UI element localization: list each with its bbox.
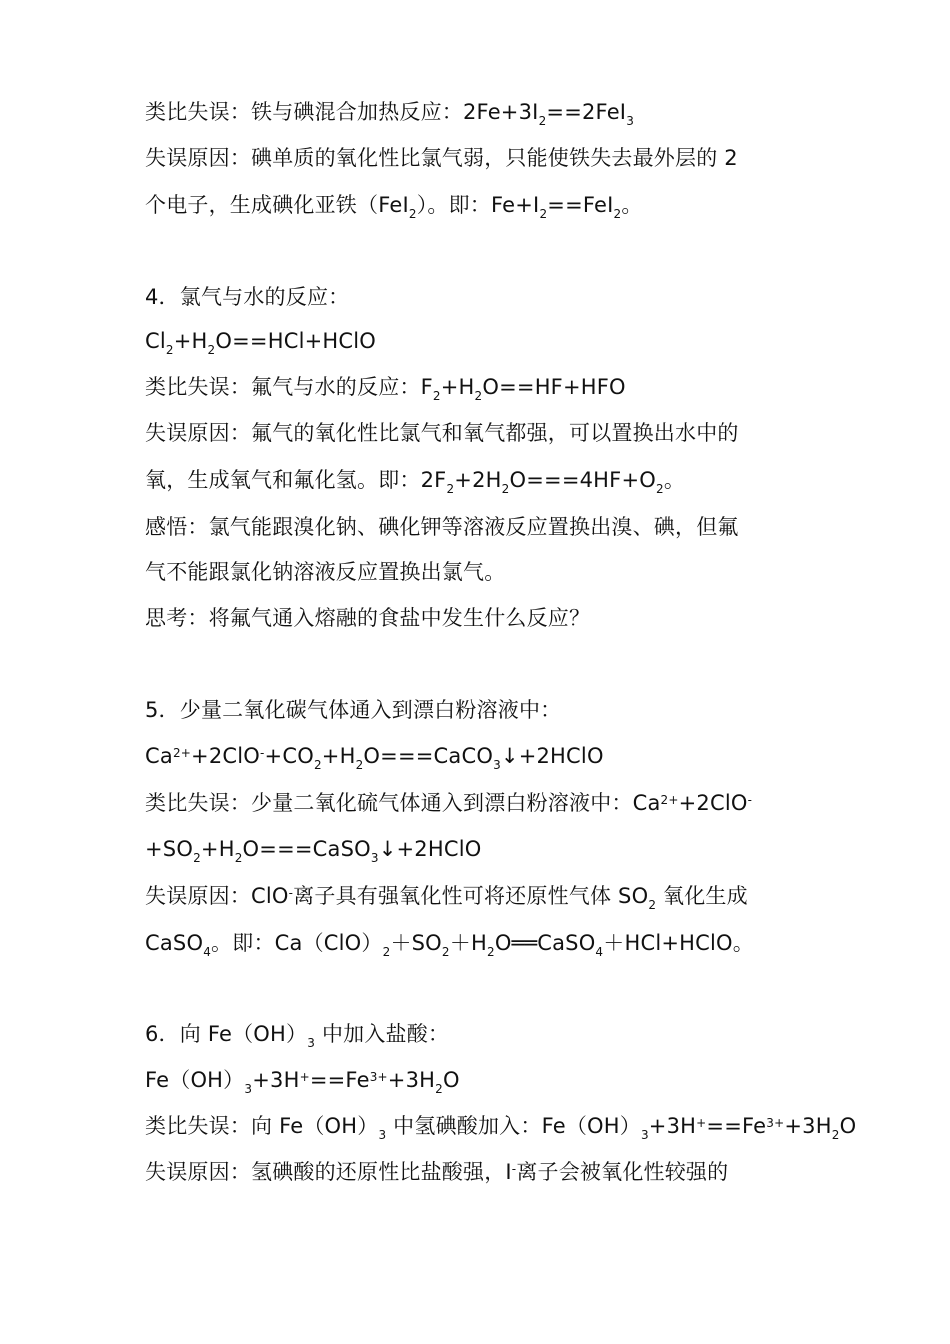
section-heading: 6．向 $Fe(OH)_3$ 中加入盐酸： <box>145 1022 450 1050</box>
text-line: 类比失误：少量二氧化硫气体通入到漂白粉溶液中：$Ca^{2+}+2ClO^-$ <box>145 791 753 815</box>
equation-line: $+SO_2+H_2O===CaSO_3↓+2HClO$ <box>145 837 482 865</box>
text-line: 类比失误：铁与碘混合加热反应：$2Fe+3I_2==2FeI_3$ <box>145 100 635 128</box>
text-line: 思考：将氟气通入熔融的食盐中发生什么反应？ <box>145 606 591 630</box>
text-line: 氧，生成氧气和氟化氢。即：$2F_2+2H_2O===4HF+O_2$。 <box>145 468 686 496</box>
equation-line: $Cl_2+H_2O==HCl+HClO$ <box>145 329 377 357</box>
text-line: 失误原因：碘单质的氧化性比氯气弱，只能使铁失去最外层的 2 <box>145 146 738 170</box>
text-line: 类比失误：氟气与水的反应：$F_2+H_2O==HF+HFO$ <box>145 375 626 403</box>
section-heading: 4．氯气与水的反应： <box>145 285 350 309</box>
section-heading: 5．少量二氧化碳气体通入到漂白粉溶液中： <box>145 698 562 722</box>
text-line: 个电子，生成碘化亚铁（FeI$_2$）。即：$Fe+I_2==FeI_2$。 <box>145 193 643 221</box>
equation-line: $Ca^{2+}+2ClO^-+CO_2+H_2O===CaCO_3↓+2HClO$ <box>145 744 604 772</box>
text-line: 失误原因：氟气的氧化性比氯气和氧气都强，可以置换出水中的 <box>145 421 739 445</box>
text-line: 气不能跟氯化钠溶液反应置换出氯气。 <box>145 560 506 584</box>
text-line: 类比失误：向 $Fe(OH)_3$ 中氢碘酸加入：$Fe(OH)_3+3H^+==Fe^{3+}+3H_2O$ <box>145 1114 857 1142</box>
equation-line: $Fe(OH)_3+3H^+==Fe^{3+}+3H_2O$ <box>145 1068 460 1096</box>
text-line: 感悟：氯气能跟溴化钠、碘化钾等溶液反应置换出溴、碘，但氟 <box>145 515 739 539</box>
text-line: 失误原因：ClO-离子具有强氧化性可将还原性气体 $SO_2$ 氧化生成 <box>145 884 748 912</box>
text-line: 失误原因：氢碘酸的还原性比盐酸强，I-离子会被氧化性较强的 <box>145 1160 729 1184</box>
text-line: CaSO$_4$。即：$Ca(ClO)_2+SO_2+H_2O══CaSO_4+HCl+HClO$。 <box>145 931 754 959</box>
